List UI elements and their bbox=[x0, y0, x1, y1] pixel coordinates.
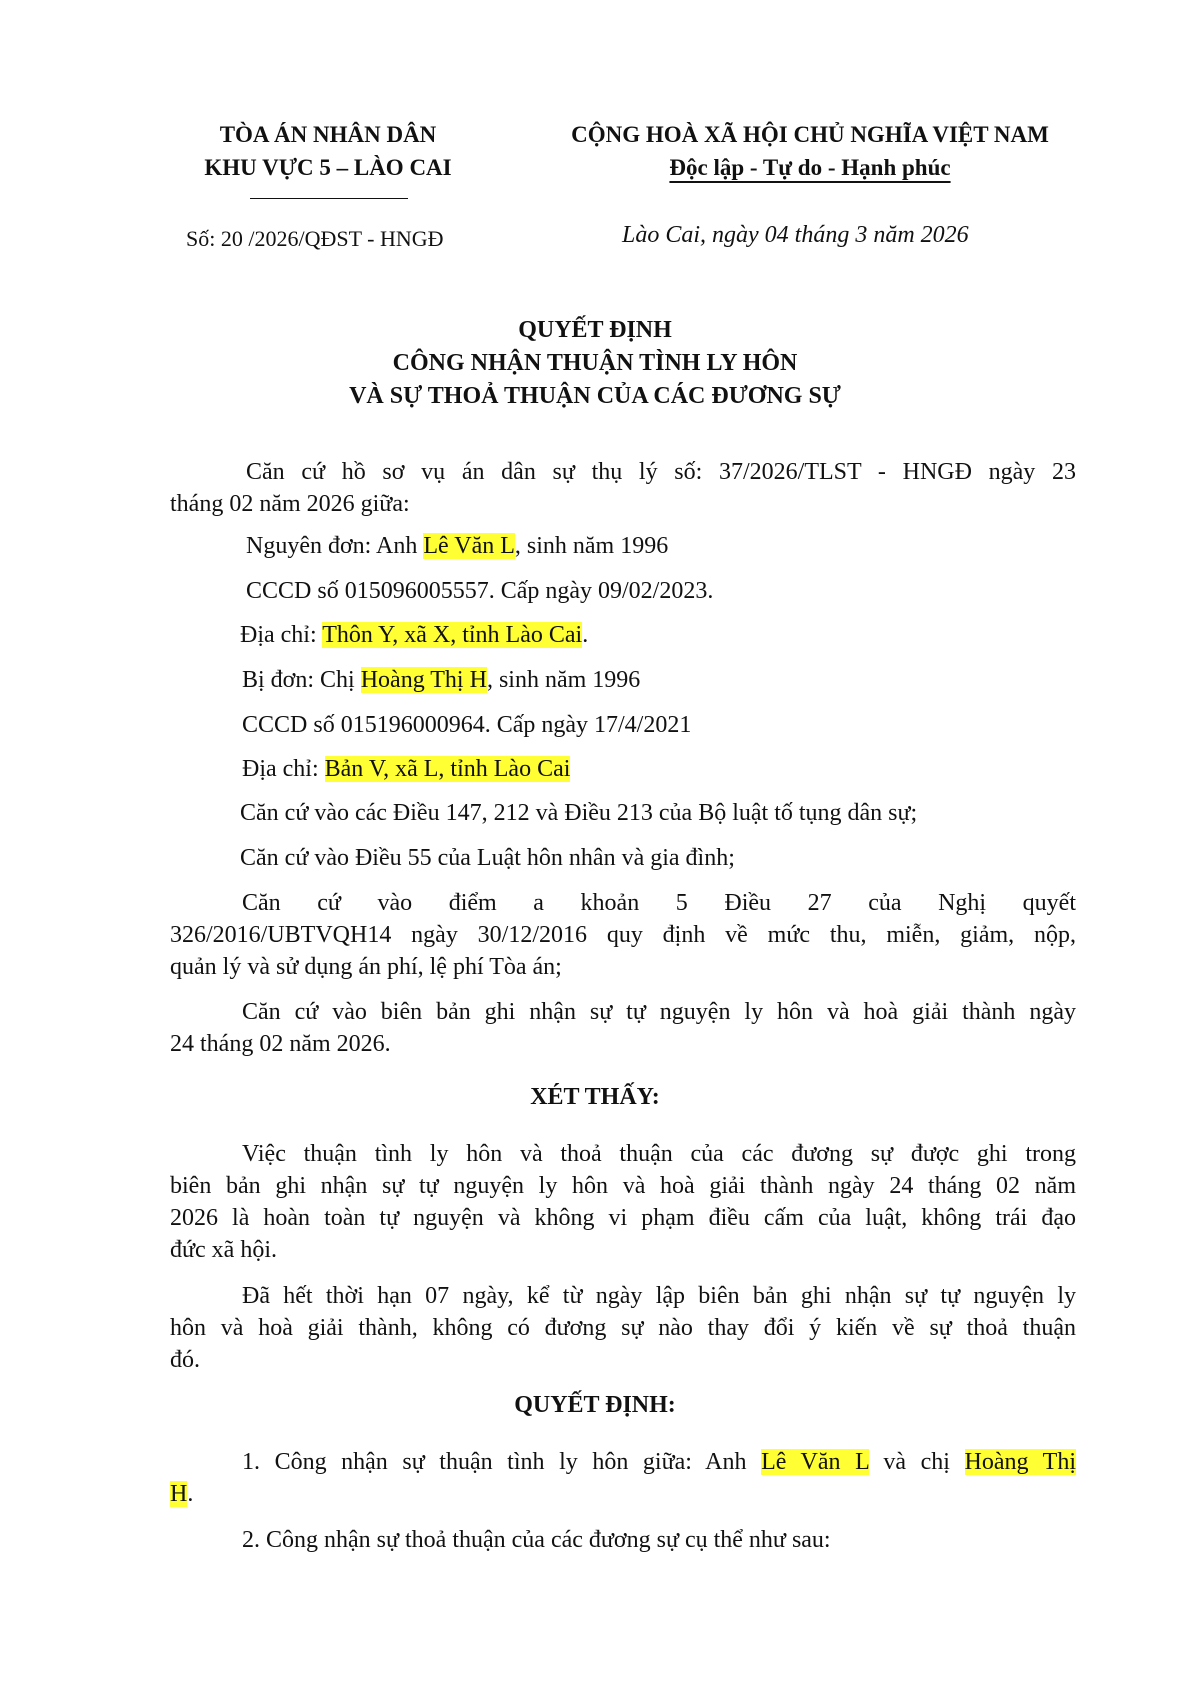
legal-basis-2: Căn cứ vào Điều 55 của Luật hôn nhân và gia đình; bbox=[240, 845, 735, 871]
court-region: KHU VỰC 5 – LÀO CAI bbox=[204, 155, 452, 180]
findings-p2-line-3: đó. bbox=[170, 1347, 200, 1373]
plaintiff-address-label: Địa chỉ: bbox=[240, 622, 323, 648]
decision-heading: QUYẾT ĐỊNH: bbox=[514, 1392, 676, 1418]
defendant-birth: , sinh năm 1996 bbox=[486, 667, 641, 693]
findings-p2-line-2: hôn và hoà giải thành, không có đương sự nào thay đổi ý kiến về sự thoả thuận bbox=[170, 1315, 1076, 1341]
document-title bbox=[0, 314, 1190, 413]
plaintiff-line bbox=[246, 530, 668, 562]
national-motto: Độc lập - Tự do - Hạnh phúc bbox=[669, 155, 951, 180]
plaintiff-birth: , sinh năm 1996 bbox=[514, 533, 669, 559]
findings-p1-line-3: 2026 là hoàn toàn tự nguyện và không vi phạm điều cấm của luật, không trái đạo bbox=[170, 1205, 1076, 1231]
legal-basis-4-line-1: Căn cứ vào biên bản ghi nhận sự tự nguyện ly hôn và hoà giải thành ngày bbox=[242, 999, 1076, 1025]
defendant-line bbox=[242, 664, 640, 696]
case-basis-line-1: Căn cứ hồ sơ vụ án dân sự thụ lý số: 37/2026/TLST - HNGĐ ngày 23 bbox=[246, 459, 1076, 485]
findings-heading: XÉT THẤY: bbox=[530, 1084, 660, 1110]
title-line-3: VÀ SỰ THOẢ THUẬN CỦA CÁC ĐƯƠNG SỰ bbox=[349, 383, 841, 409]
decision-item-1-end: . bbox=[187, 1481, 194, 1507]
defendant-id: CCCD số 015196000964. Cấp ngày 17/4/2021 bbox=[242, 712, 692, 738]
legal-basis-3-line-2: 326/2016/UBTVQH14 ngày 30/12/2016 quy định về mức thu, miễn, giảm, nộp, bbox=[170, 922, 1076, 948]
plaintiff-name: Lê Văn L bbox=[423, 533, 515, 559]
findings-p1-line-4: đức xã hội. bbox=[170, 1237, 277, 1263]
defendant-name: Hoàng Thị H bbox=[360, 667, 487, 693]
court-divider bbox=[250, 198, 408, 199]
court-header bbox=[178, 118, 478, 184]
plaintiff-address: Thôn Y, xã X, tỉnh Lào Cai bbox=[322, 622, 583, 648]
legal-basis-4-line-2: 24 tháng 02 năm 2026. bbox=[170, 1031, 391, 1057]
defendant-label: Bị đơn: Chị bbox=[242, 667, 361, 693]
decision-item-1-line-2 bbox=[170, 1478, 193, 1510]
plaintiff-address-line bbox=[240, 619, 588, 651]
issue-date: Lào Cai, ngày 04 tháng 3 năm 2026 bbox=[622, 222, 969, 248]
case-basis-line-2: tháng 02 năm 2026 giữa: bbox=[170, 491, 410, 517]
findings-p1-line-2: biên bản ghi nhận sự tự nguyện ly hôn và hoà giải thành ngày 24 tháng 02 năm bbox=[170, 1173, 1076, 1199]
legal-basis-3-line-1: Căn cứ vào điểm a khoản 5 Điều 27 của Nghị quyết bbox=[242, 890, 1076, 916]
legal-basis-1: Căn cứ vào các Điều 147, 212 và Điều 213 của Bộ luật tố tụng dân sự; bbox=[240, 800, 918, 826]
reference-number: Số: 20 /2026/QĐST - HNGĐ bbox=[186, 226, 444, 251]
legal-basis-3-line-3: quản lý và sử dụng án phí, lệ phí Tòa án; bbox=[170, 954, 562, 980]
defendant-address-label: Địa chỉ: bbox=[242, 756, 325, 782]
title-line-2: CÔNG NHẬN THUẬN TÌNH LY HÔN bbox=[392, 350, 798, 376]
decision-item-1-connector: và chị bbox=[868, 1449, 965, 1475]
decision-item-1-text: 1. Công nhận sự thuận tình ly hôn giữa: Anh bbox=[242, 1449, 762, 1475]
decision-item-2: 2. Công nhận sự thoả thuận của các đương sự cụ thể như sau: bbox=[242, 1527, 831, 1553]
decision-item-1-line-1 bbox=[242, 1446, 1076, 1478]
defendant-address: Bản V, xã L, tỉnh Lào Cai bbox=[324, 756, 571, 782]
decision-name-wife: Hoàng Thị bbox=[964, 1449, 1076, 1475]
plaintiff-label: Nguyên đơn: Anh bbox=[246, 533, 424, 559]
national-header bbox=[530, 118, 1090, 184]
court-name: TÒA ÁN NHÂN DÂN bbox=[219, 122, 437, 147]
defendant-address-line bbox=[242, 753, 570, 785]
nation-name: CỘNG HOÀ XÃ HỘI CHỦ NGHĨA VIỆT NAM bbox=[571, 122, 1049, 147]
plaintiff-address-end: . bbox=[582, 622, 589, 648]
decision-name-wife-cont: H bbox=[170, 1481, 188, 1507]
decision-name-husband: Lê Văn L bbox=[761, 1449, 869, 1475]
plaintiff-id: CCCD số 015096005557. Cấp ngày 09/02/2023. bbox=[246, 578, 714, 604]
title-line-1: QUYẾT ĐỊNH bbox=[518, 317, 672, 343]
findings-p2-line-1: Đã hết thời hạn 07 ngày, kể từ ngày lập biên bản ghi nhận sự tự nguyện ly bbox=[242, 1283, 1076, 1309]
findings-p1-line-1: Việc thuận tình ly hôn và thoả thuận của các đương sự được ghi trong bbox=[242, 1141, 1076, 1167]
